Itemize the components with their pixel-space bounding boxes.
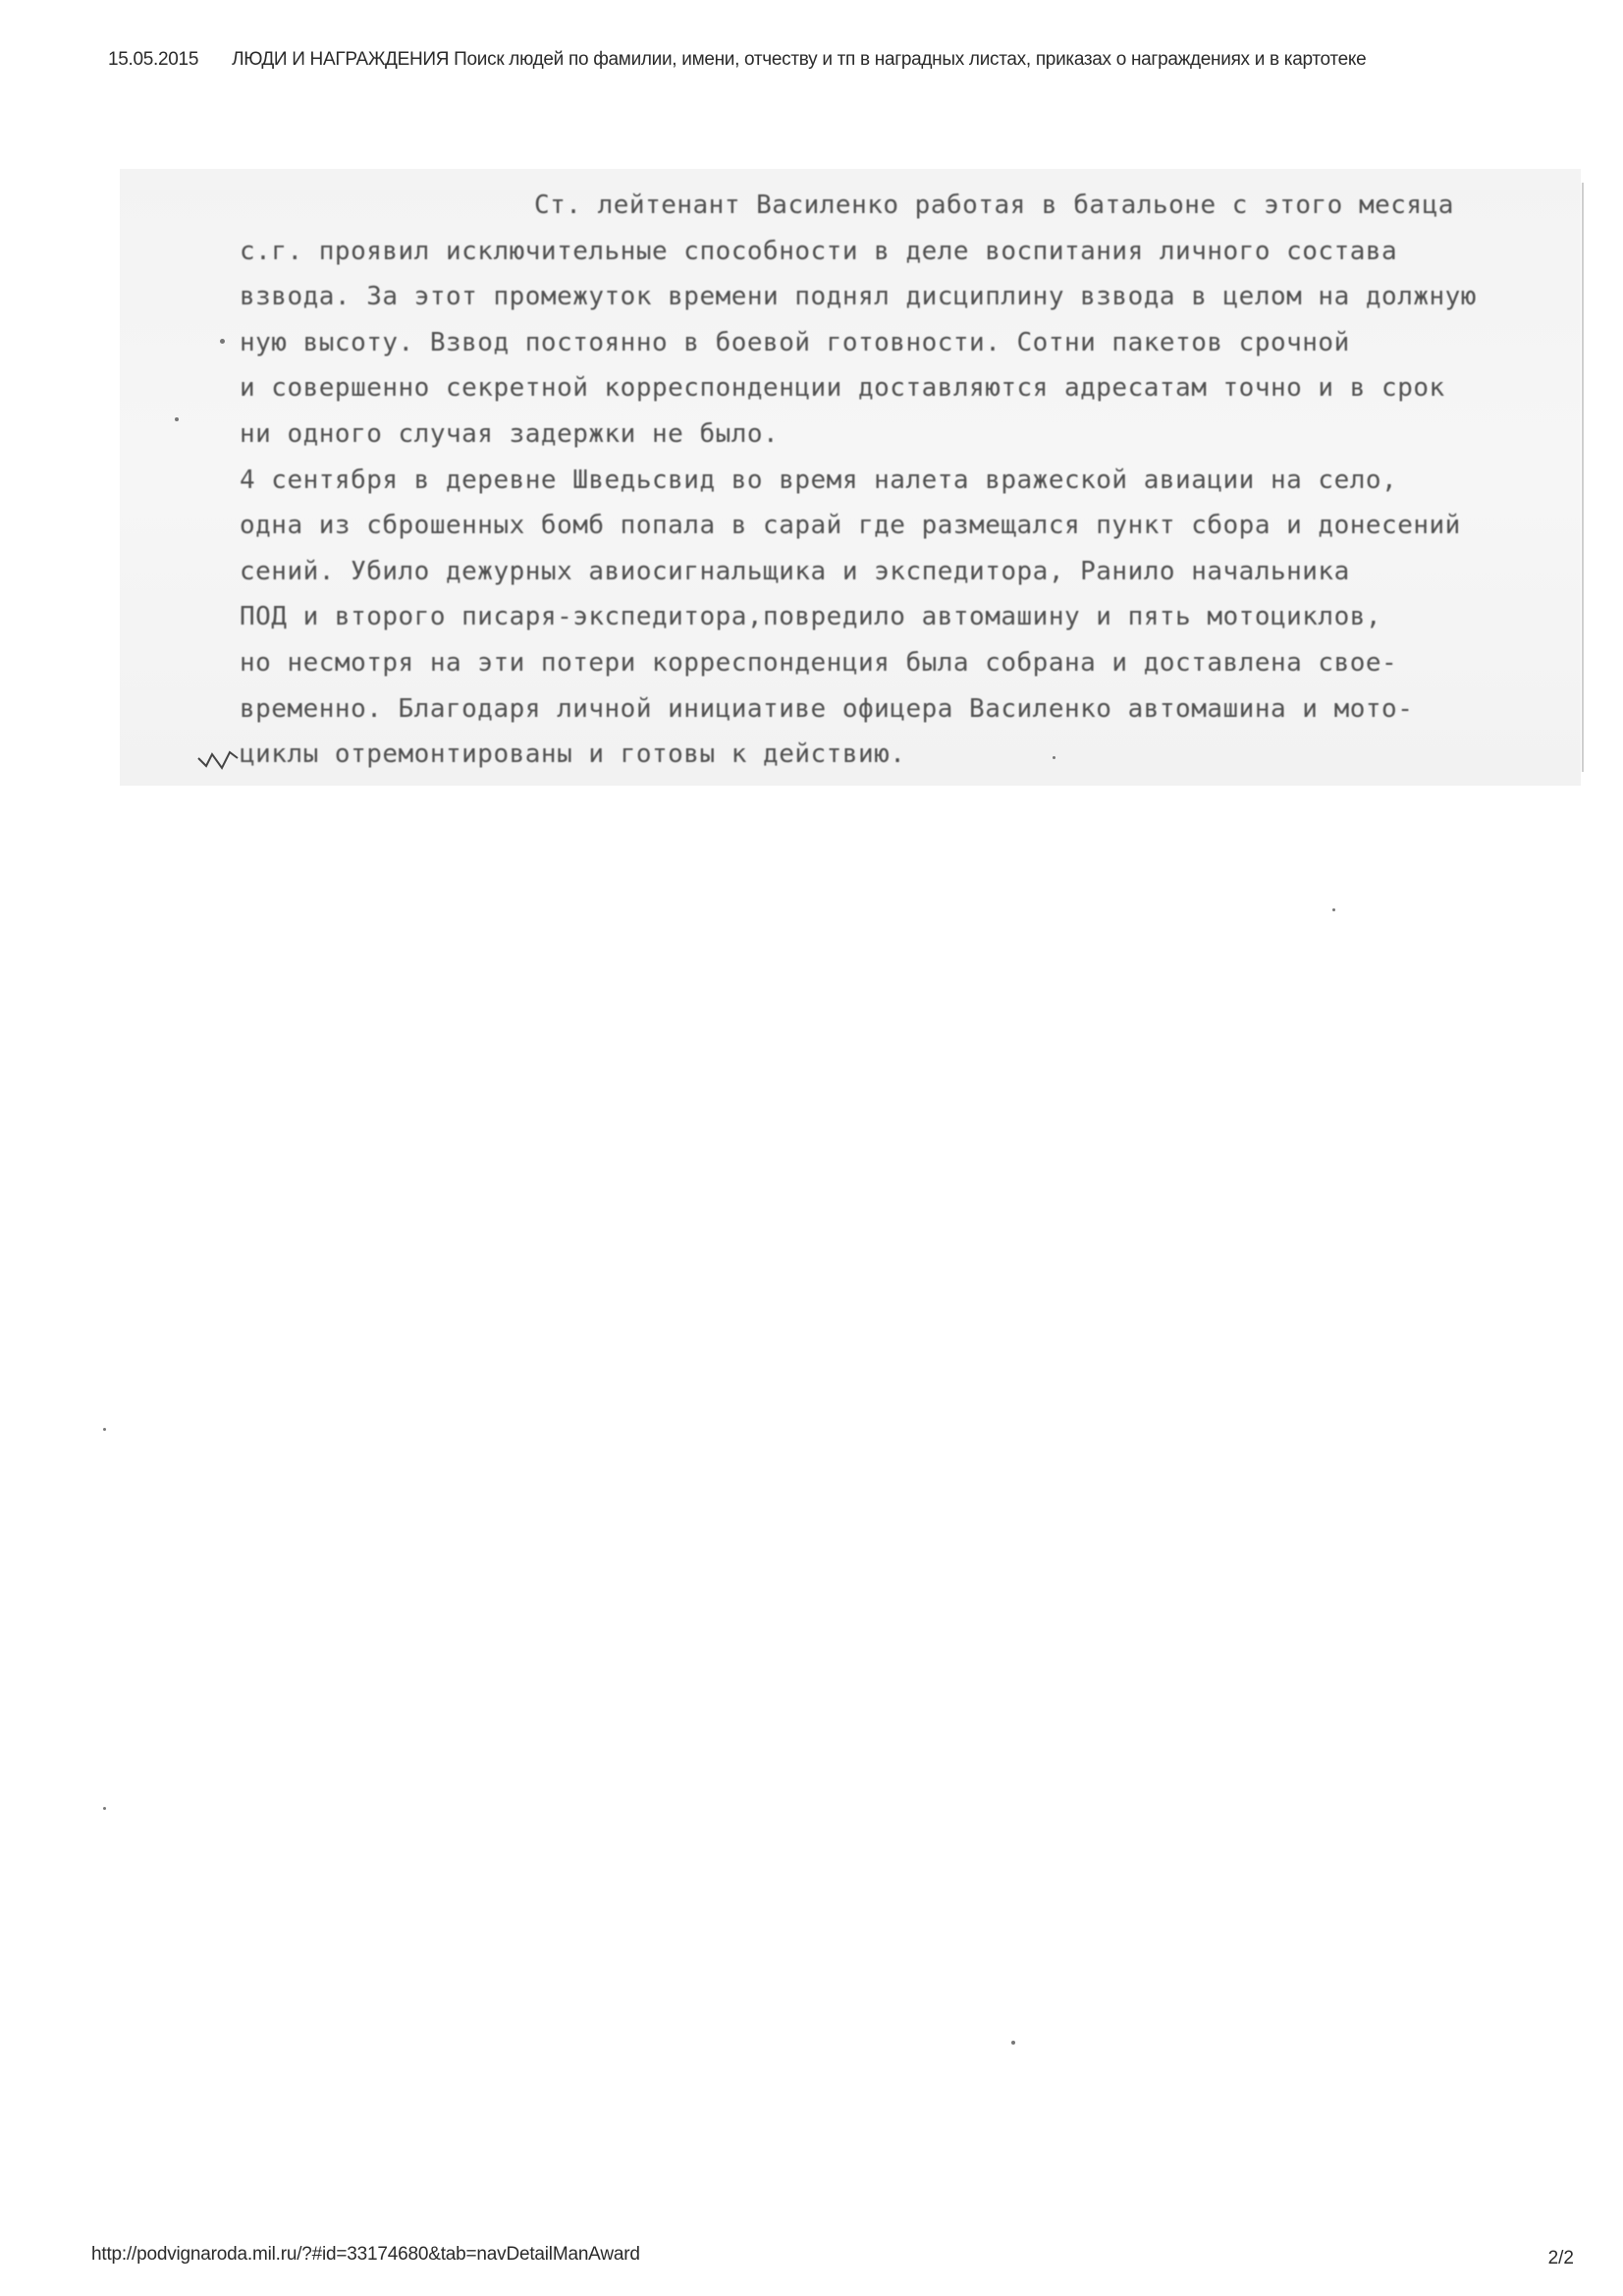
typewritten-text [240,183,1565,778]
text-line: временно. Благодаря личной инициативе офицера Василенко автомашина и мото- [240,693,1414,724]
margin-tick-mark [196,746,240,772]
scan-speck [1332,908,1335,911]
text-line: одна из сброшенных бомб попала в сарай где размещался пункт сбора и донесений [240,511,1461,541]
text-line: ПОД и второго писаря-экспедитора,повредило автомашину и пять мотоциклов, [240,602,1382,632]
print-header [108,49,1581,71]
page-title: ЛЮДИ И НАГРАЖДЕНИЯ Поиск людей по фамилии, имени, отчеству и тп в наградных листах, приказах о награждениях и в картотеке [232,49,1367,70]
text-line: сений. Убило дежурных авиосигнальщика и экспедитора, Ранило начальника [240,556,1350,586]
scan-speck [220,339,225,344]
print-footer-url: http://podvignaroda.mil.ru/?#id=33174680&tab=navDetailManAward [91,2244,640,2265]
text-line: но несмотря на эти потери корреспонденция была собрана и доставлена свое- [240,647,1398,678]
scan-speck [1053,756,1055,759]
text-line: и совершенно секретной корреспонденции доставляются адресатам точно и в срок [240,373,1445,404]
scan-speck [103,1807,106,1810]
text-line: 4 сентября в деревне Шведьсвид во время налета вражеской авиации на село, [240,465,1398,495]
text-line: Ст. лейтенант Василенко работая в батальоне с этого месяца [534,191,1454,220]
scan-speck [103,1428,106,1431]
text-line: взвода. За этот промежуток времени поднял дисциплину взвода в целом на должную [240,282,1477,312]
page-number: 2/2 [1547,2248,1574,2269]
text-line: ную высоту. Взвод постоянно в боевой готовности. Сотни пакетов срочной [240,327,1350,357]
text-line: циклы отремонтированы и готовы к действию. [240,739,906,770]
scan-speck [175,417,179,421]
text-line: с.г. проявил исключительные способности в деле воспитания личного состава [240,236,1398,266]
scan-speck [1011,2041,1015,2045]
text-line: ни одного случая задержки не было. [240,418,780,449]
print-date: 15.05.2015 [108,49,199,70]
